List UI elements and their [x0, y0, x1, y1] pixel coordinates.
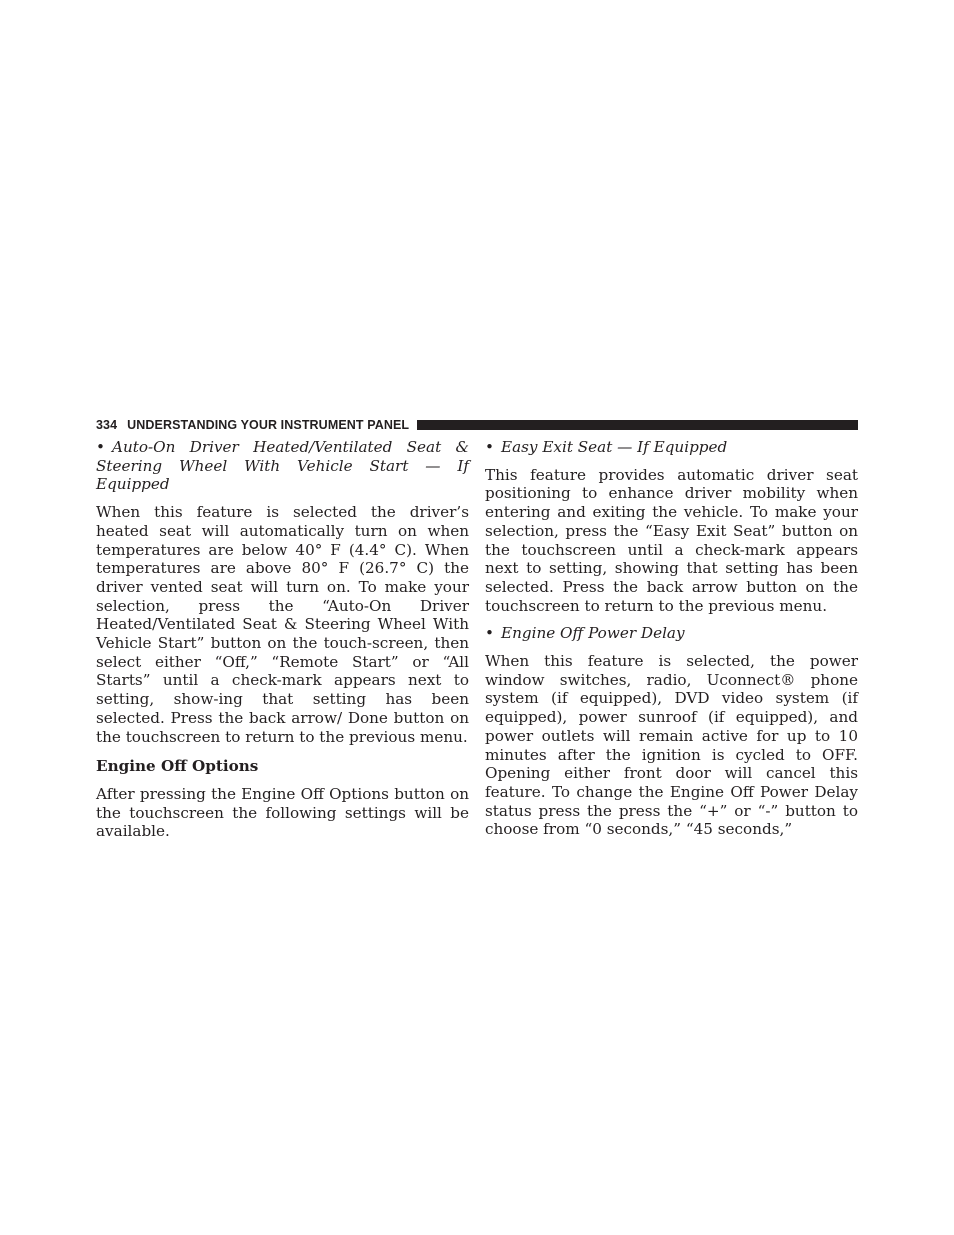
right-column: [485, 438, 858, 839]
bullet-heading-text: Easy Exit Seat — If Equipped: [501, 438, 728, 456]
bullet-heading-text: Auto-On Driver Heated/Ventilated Seat & Steering Wheel With Vehicle Start — If Equipped: [96, 438, 469, 494]
bullet-icon: •: [485, 438, 494, 456]
paragraph-engine-off-power-delay: When this feature is selected, the power window switches, radio, Uconnect® phone system (if equipped), DVD video system (if equipped), power sunroof (if equipped), and power outlets will remain active for up to 10 minutes after the ignition is cycled to OFF. Opening either front door will cancel this feature. To change the Engine Off Power Delay status press the press the “+” or “-” button to choose from “0 seconds,” “45 seconds,”: [485, 652, 858, 839]
bullet-heading-easy-exit-seat: [485, 438, 858, 457]
header-rule: [417, 420, 858, 430]
bullet-heading-auto-on-seat: [96, 438, 469, 494]
subheading-engine-off-options: Engine Off Options: [96, 757, 259, 776]
paragraph-easy-exit-seat: This feature provides automatic driver seat positioning to enhance driver mobility when entering and exiting the vehicle. To make your selection, press the “Easy Exit Seat” button on the touchscreen until a check-mark appears next to setting, showing that setting has been selected. Press the back arrow button on the touchscreen to return to the previous menu.: [485, 465, 858, 615]
bullet-heading-engine-off-power-delay: [485, 624, 858, 643]
bullet-icon: •: [485, 624, 494, 643]
section-title: UNDERSTANDING YOUR INSTRUMENT PANEL: [127, 418, 410, 432]
bullet-heading-text: Engine Off Power Delay: [501, 624, 685, 643]
page-number: 334: [96, 418, 118, 432]
bullet-icon: •: [96, 438, 105, 456]
page-header: [96, 416, 858, 434]
paragraph-auto-on-seat: When this feature is selected the driver’s heated seat will automatically turn on when temperatures are below 40° F (4.4° C). When temperatures are above 80° F (26.7° C) the driver vented seat will turn on. To make your selection, press the “Auto-On Driver Heated/Ventilated Seat & Steering Wheel With Vehicle Start” button on the touch-screen, then select either “Off,” “Remote Start” or “All Starts” until a check-mark appears next to setting, show-ing that setting has been selected. Press the back arrow/ Done button on the touchscreen to return to the previous menu.: [96, 503, 469, 746]
left-column: [96, 438, 469, 841]
paragraph-engine-off-options: After pressing the Engine Off Options button on the touchscreen the following settings will be available.: [96, 784, 469, 841]
